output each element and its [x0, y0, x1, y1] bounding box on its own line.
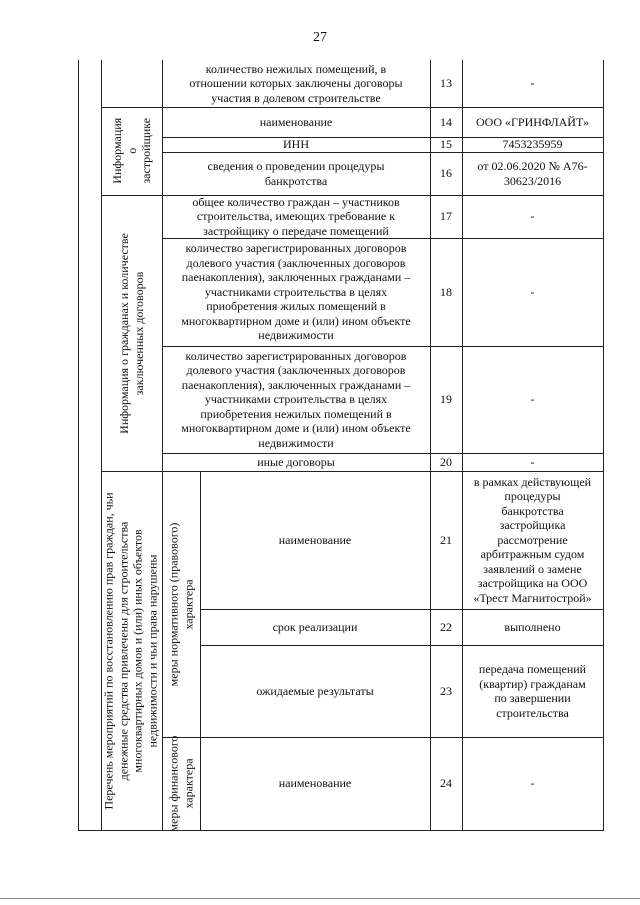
- cell-line: недвижимости и чьи права нарушены: [145, 554, 160, 747]
- row-number: 23: [440, 683, 452, 698]
- row-value: [462, 737, 603, 830]
- group-label-developer: [101, 107, 162, 195]
- group-label-normative: [162, 471, 200, 737]
- cell-line: денежные средства привлечены для строительства: [116, 521, 131, 780]
- row-value: [462, 195, 603, 238]
- cell-line: приобретения жилых помещений в: [206, 299, 386, 314]
- cell-line: недвижимости: [258, 435, 334, 450]
- row-number: 16: [440, 166, 452, 181]
- group-label-measures: [101, 471, 161, 830]
- row-number: 17: [440, 209, 452, 224]
- cell-line: Информация о гражданах и количестве: [117, 232, 131, 434]
- row-value: [462, 107, 603, 137]
- cell-line: -: [530, 284, 535, 299]
- cell-line: по завершении: [494, 691, 571, 705]
- row-value: [462, 453, 603, 471]
- cell-line: количество зарегистрированных договоров: [185, 241, 407, 256]
- cell-line: -: [530, 776, 535, 791]
- row-value: [462, 60, 603, 107]
- cell-line: иные договоры: [257, 454, 335, 469]
- row-value: [462, 137, 603, 152]
- cell-line: Информация: [109, 118, 124, 184]
- row-number: 18: [440, 284, 452, 299]
- cell-line: застройщику о передаче помещений: [203, 223, 389, 238]
- cell-line: приобретения нежилых помещений в: [200, 406, 392, 421]
- row-value: [462, 152, 603, 195]
- cell-line: о: [124, 148, 139, 155]
- cell-line: меры финансового: [166, 735, 181, 832]
- cell-line: ожидаемые результаты: [256, 683, 374, 698]
- cell-line: -: [530, 76, 535, 91]
- row-label: [162, 60, 430, 107]
- cell-line: характера: [181, 578, 196, 630]
- row-value: [462, 645, 603, 737]
- cell-line: -: [530, 209, 535, 224]
- cell-line: рассмотрение: [497, 532, 568, 547]
- row-label: [200, 737, 430, 830]
- row-number: 15: [440, 137, 452, 152]
- cell-line: от 02.06.2020 № А76-: [477, 159, 588, 173]
- table-left-border: [78, 60, 79, 830]
- cell-line: количество нежилых помещений, в: [205, 61, 387, 76]
- cell-line: «Трест Магнитострой»: [473, 590, 592, 605]
- row-label: [162, 152, 430, 195]
- cell-line: участниками строительства в целях: [204, 284, 388, 299]
- cell-line: меры нормативного (правового): [166, 522, 181, 686]
- cell-line: ООО «ГРИНФЛАЙТ»: [475, 114, 589, 129]
- cell-line: паенакопления), заключенных гражданами –: [181, 377, 411, 392]
- row-number: 20: [440, 454, 452, 469]
- row-value: [462, 471, 603, 609]
- cell-line: (квартир) гражданам: [479, 676, 586, 691]
- cell-line: застройщика: [499, 518, 566, 533]
- row-number: 13: [440, 76, 452, 91]
- cell-line: передача помещений: [478, 662, 587, 676]
- row-label: [200, 471, 430, 609]
- cell-line: долевого участия (заключенных договоров: [186, 363, 406, 378]
- cell-line: наименование: [278, 776, 352, 791]
- cell-line: заключенных договоров: [131, 271, 146, 395]
- cell-line: многоквартирном доме и (или) ином объекте: [181, 421, 411, 436]
- group-label-financial: [162, 737, 200, 830]
- row-number: 19: [440, 392, 452, 407]
- row-label: [162, 107, 430, 137]
- row-value: [462, 609, 603, 645]
- cell-line: участниками строительства в целях: [204, 392, 388, 407]
- cell-line: наименование: [259, 114, 333, 129]
- row-label: [162, 195, 430, 238]
- cell-line: выполнено: [504, 619, 561, 634]
- cell-line: банкротства: [501, 503, 564, 518]
- cell-line: количество зарегистрированных договоров: [185, 348, 407, 363]
- page-number: 27: [313, 30, 327, 45]
- cell-line: паенакопления), заключенных гражданами –: [181, 270, 411, 285]
- table-right-border: [603, 60, 604, 830]
- cell-line: банкротства: [264, 173, 328, 188]
- cell-line: застройщике: [138, 118, 153, 184]
- row-label: [162, 346, 430, 453]
- cell-line: 7453235959: [502, 137, 563, 152]
- cell-line: строительства: [496, 705, 569, 720]
- row-label: [200, 609, 430, 645]
- cell-line: -: [530, 454, 535, 469]
- row-label: [162, 238, 430, 346]
- cell-line: 30623/2016: [503, 173, 562, 188]
- cell-line: арбитражным судом: [480, 547, 585, 562]
- cell-line: -: [530, 392, 535, 407]
- cell-line: участия в долевом строительстве: [211, 90, 381, 105]
- row-label: [162, 453, 430, 471]
- cell-line: отношении которых заключены договоры: [189, 76, 403, 91]
- row-number: 14: [440, 114, 452, 129]
- cell-line: строительства, имеющих требование к: [196, 209, 396, 224]
- cell-line: многоквартирном доме и (или) ином объекте: [181, 313, 411, 328]
- row-value: [462, 346, 603, 453]
- cell-line: заявлений о замене: [483, 561, 582, 576]
- cell-line: наименование: [278, 532, 352, 547]
- row-number: 24: [440, 776, 452, 791]
- cell-line: застройщика на ООО: [477, 576, 588, 591]
- footer-rule: [0, 898, 640, 899]
- group-label-citizens: [101, 195, 162, 471]
- cell-line: многоквартирных домов и (или) иных объектов: [131, 528, 146, 773]
- cell-line: процедуры: [504, 489, 561, 504]
- cell-line: в рамках действующей: [473, 474, 592, 489]
- cell-line: срок реализации: [272, 619, 358, 634]
- row-label: [200, 645, 430, 737]
- cell-line: недвижимости: [258, 328, 334, 343]
- cell-line: характера: [181, 758, 196, 809]
- cell-line: ИНН: [283, 137, 309, 152]
- cell-line: общее количество граждан – участников: [192, 194, 400, 209]
- cell-line: долевого участия (заключенных договоров: [186, 255, 406, 270]
- row-number: 22: [440, 619, 452, 634]
- row-label: [162, 137, 430, 152]
- table-bottom-border: [78, 830, 604, 831]
- row-value: [462, 238, 603, 346]
- cell-line: сведения о проведении процедуры: [207, 159, 385, 173]
- row-number: 21: [440, 532, 452, 547]
- cell-line: Перечень мероприятий по восстановлению прав граждан, чьи: [102, 491, 117, 810]
